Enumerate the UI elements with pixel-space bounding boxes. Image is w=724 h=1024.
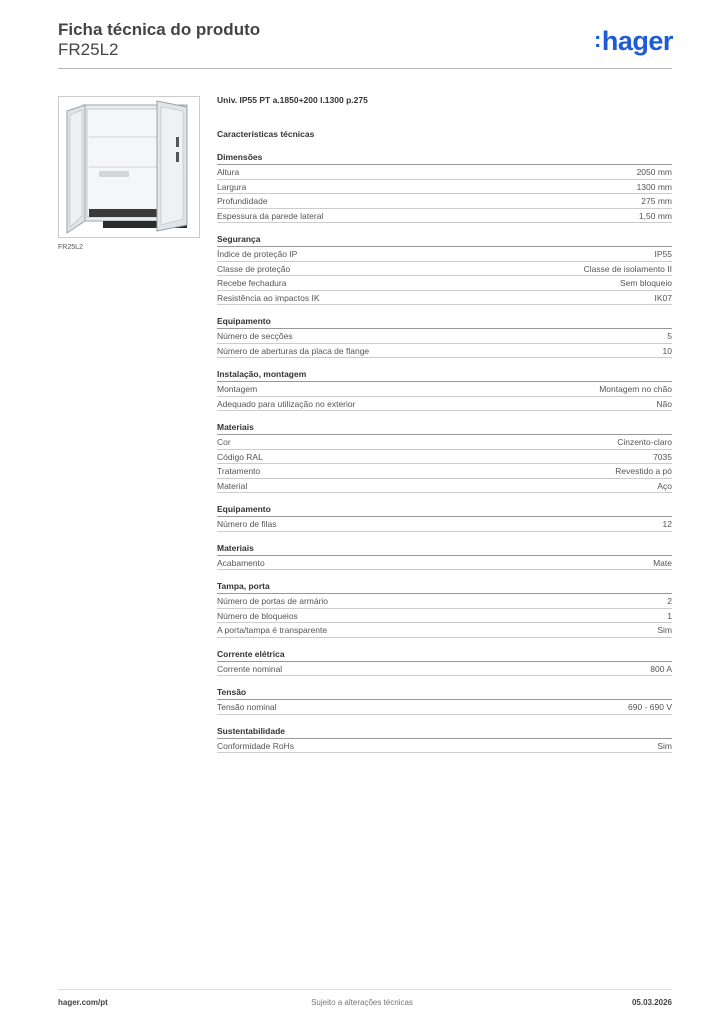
spec-label: Material — [217, 480, 248, 491]
spec-row — [217, 165, 672, 180]
spec-value: Classe de isolamento II — [583, 263, 672, 274]
spec-label: Número de secções — [217, 331, 293, 341]
spec-label: Recebe fechadura — [217, 278, 287, 288]
spec-row — [217, 329, 672, 344]
spec-row — [217, 517, 672, 532]
spec-section — [217, 369, 672, 411]
cabinet-icon — [59, 97, 199, 237]
spec-row — [217, 382, 672, 397]
spec-row — [217, 344, 672, 359]
spec-section — [217, 649, 672, 677]
spec-label: Corrente nominal — [217, 663, 283, 674]
spec-label: Número de filas — [217, 519, 277, 529]
spec-row — [217, 556, 672, 571]
spec-value: Revestido a pó — [615, 466, 672, 476]
spec-label: Largura — [217, 181, 247, 192]
section-title: Segurança — [217, 234, 672, 247]
spec-label: Código RAL — [217, 451, 263, 462]
spec-label: Tensão nominal — [217, 702, 277, 712]
spec-row — [217, 180, 672, 195]
spec-value: 690 - 690 V — [628, 702, 672, 712]
spec-label: Número de bloqueios — [217, 610, 298, 621]
spec-row — [217, 450, 672, 465]
spec-value: Montagem no chão — [599, 384, 672, 394]
spec-row — [217, 209, 672, 224]
spec-section — [217, 316, 672, 358]
header-divider — [58, 68, 672, 69]
spec-value: Sim — [657, 740, 672, 751]
spec-value: Mate — [653, 557, 672, 568]
spec-label: Índice de proteção IP — [217, 249, 298, 259]
spec-row — [217, 194, 672, 209]
spec-label: Adequado para utilização no exterior — [217, 398, 356, 409]
section-title: Instalação, montagem — [217, 369, 672, 382]
spec-label: Tratamento — [217, 466, 261, 476]
section-title: Materiais — [217, 543, 672, 556]
spec-section — [217, 581, 672, 638]
spec-row — [217, 247, 672, 262]
spec-label: Altura — [217, 167, 240, 177]
spec-row — [217, 623, 672, 638]
spec-label: Espessura da parede lateral — [217, 210, 324, 221]
spec-label: Conformidade RoHs — [217, 740, 295, 751]
spec-value: Não — [656, 398, 672, 409]
spec-value: IK07 — [654, 292, 672, 303]
spec-value: 1300 mm — [636, 181, 672, 192]
spec-label: Resistência ao impactos IK — [217, 292, 320, 303]
spec-section — [217, 726, 672, 754]
spec-section — [217, 543, 672, 571]
section-title: Sustentabilidade — [217, 726, 672, 739]
cabinet-product-image — [58, 96, 200, 238]
spec-label: Número de portas de armário — [217, 596, 329, 606]
section-title: Corrente elétrica — [217, 649, 672, 662]
spec-section — [217, 422, 672, 493]
spec-value: 1,50 mm — [638, 210, 672, 221]
spec-value: 800 A — [650, 663, 672, 674]
spec-row — [217, 464, 672, 479]
spec-value: Cinzento-claro — [617, 437, 672, 447]
spec-value: Aço — [657, 480, 672, 491]
section-title: Tensão — [217, 687, 672, 700]
footer-divider — [58, 989, 672, 990]
spec-value: 2050 mm — [636, 167, 672, 177]
spec-label: Classe de proteção — [217, 263, 291, 274]
characteristics-title: Características técnicas — [217, 129, 315, 139]
spec-row — [217, 700, 672, 715]
spec-section — [217, 152, 672, 223]
spec-section — [217, 687, 672, 715]
spec-row — [217, 435, 672, 450]
spec-value: 7035 — [653, 451, 672, 462]
section-title: Dimensões — [217, 152, 672, 165]
spec-value: 2 — [667, 596, 672, 606]
spec-sections — [217, 152, 672, 753]
product-code: FR25L2 — [58, 40, 119, 59]
spec-value: 275 mm — [641, 196, 672, 206]
spec-label: Profundidade — [217, 196, 268, 206]
product-title: Univ. IP55 PT a.1850+200 l.1300 p.275 — [217, 95, 368, 105]
spec-section — [217, 234, 672, 305]
section-title: Tampa, porta — [217, 581, 672, 594]
spec-value: 12 — [662, 519, 672, 529]
spec-label: A porta/tampa é transparente — [217, 625, 328, 635]
section-title: Equipamento — [217, 504, 672, 517]
footer-note: Sujeito a alterações técnicas — [311, 998, 413, 1007]
logo-text: hager — [601, 26, 673, 56]
spec-row — [217, 739, 672, 754]
section-title: Materiais — [217, 422, 672, 435]
spec-value: IP55 — [654, 249, 672, 259]
spec-value: Sim — [657, 625, 672, 635]
spec-value: 10 — [662, 345, 672, 356]
spec-row — [217, 594, 672, 609]
spec-content — [217, 94, 672, 753]
section-title: Equipamento — [217, 316, 672, 329]
spec-row — [217, 262, 672, 277]
spec-row — [217, 609, 672, 624]
image-caption: FR25L2 — [58, 244, 83, 251]
spec-label: Acabamento — [217, 557, 265, 568]
hager-logo: :hager — [594, 26, 673, 56]
spec-row — [217, 397, 672, 412]
spec-row — [217, 662, 672, 677]
spec-row — [217, 291, 672, 306]
spec-row — [217, 276, 672, 291]
spec-section — [217, 504, 672, 532]
document-title: Ficha técnica do produto — [58, 20, 261, 39]
spec-value: 5 — [667, 331, 672, 341]
footer-date: 05.03.2026 — [631, 998, 672, 1007]
spec-label: Montagem — [217, 384, 258, 394]
spec-value: Sem bloqueio — [620, 278, 672, 288]
spec-label: Cor — [217, 437, 231, 447]
spec-row — [217, 479, 672, 494]
spec-label: Número de aberturas da placa de flange — [217, 345, 370, 356]
spec-value: 1 — [667, 610, 672, 621]
footer-website[interactable]: hager.com/pt — [58, 998, 108, 1007]
